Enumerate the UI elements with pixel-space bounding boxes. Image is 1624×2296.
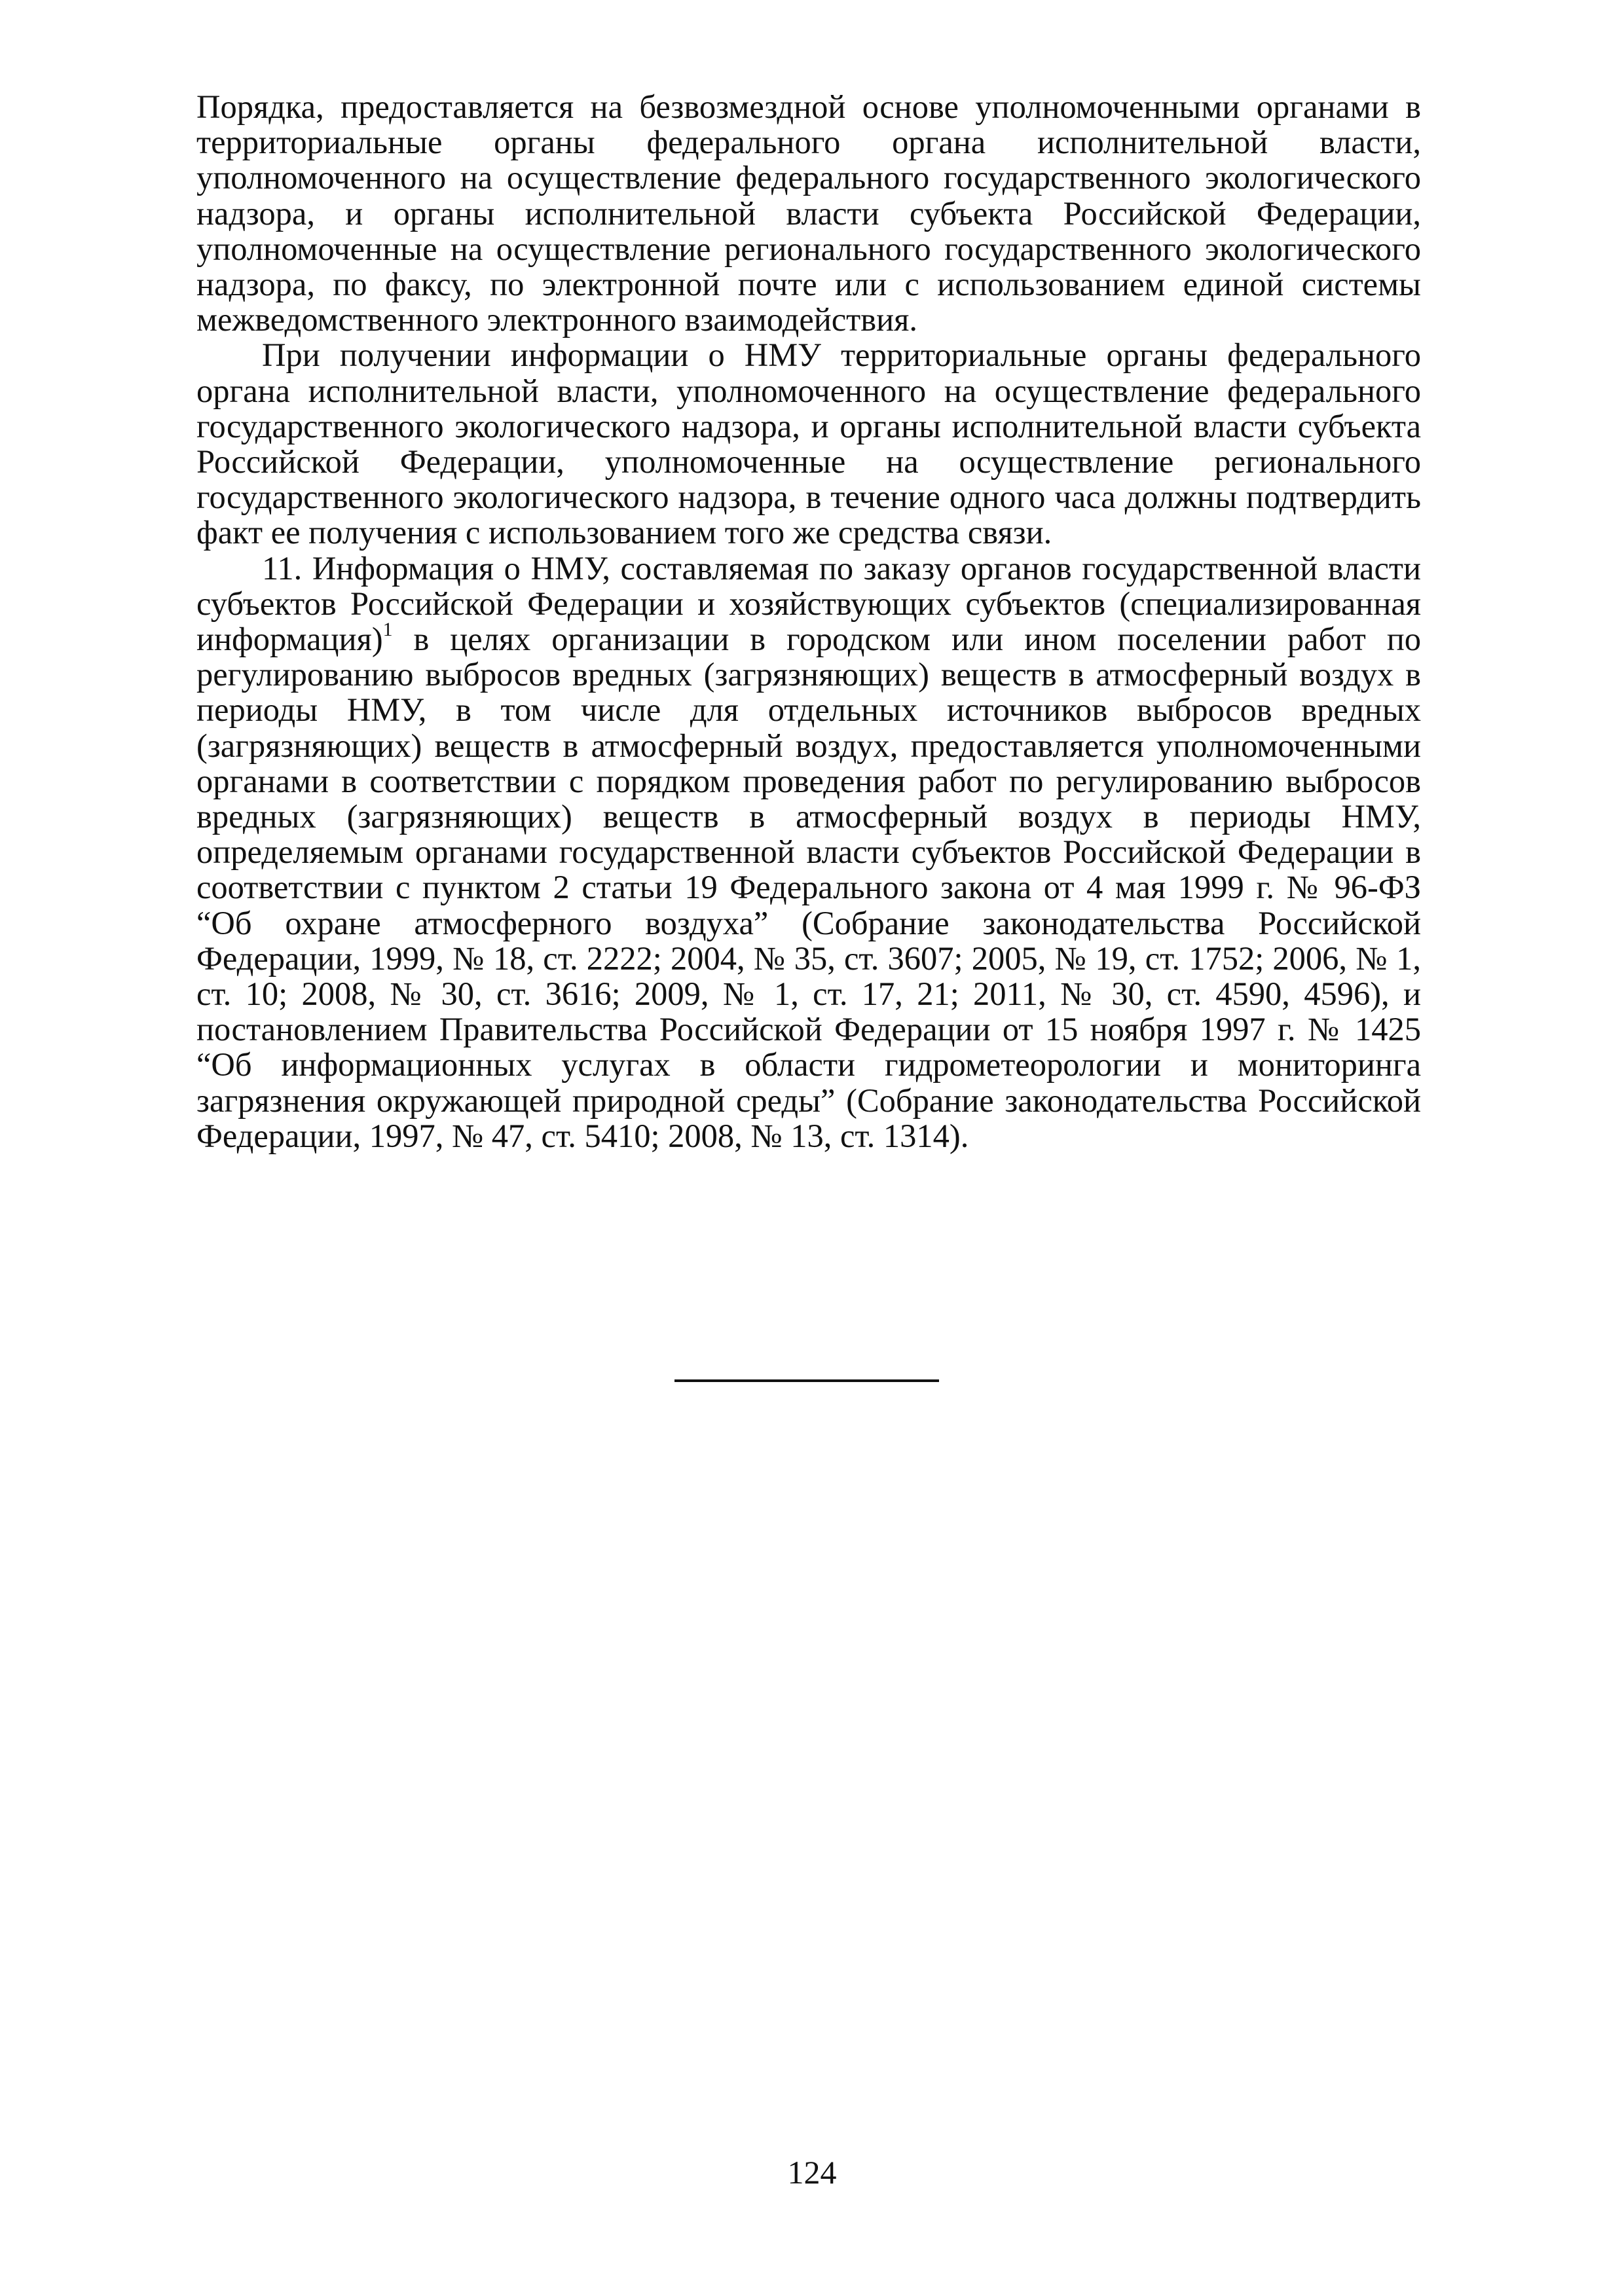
footnote-reference: 1: [382, 619, 393, 641]
paragraph-item-11: [196, 551, 1421, 1154]
footnote-separator-line: [674, 1379, 939, 1382]
paragraph-nmu-receipt: При получении информации о НМУ территориальные органы федерального органа исполнительной власти, уполномоченного на осуществление федерального государственного экологического надзора, и органы исполнительной власти субъекта Российской Федерации, уполномоченные на осуществление регионального государственного экологического надзора, в течение одного часа должны подтвердить факт ее получения с использованием того же средства связи.: [196, 337, 1421, 551]
document-body: [196, 89, 1421, 1154]
paragraph-continuation: Порядка, предоставляется на безвозмездной основе уполномоченными органами в территориальные органы федерального органа исполнительной власти, уполномоченного на осуществление федерального государственного экологического надзора, и органы исполнительной власти субъекта Российской Федерации, уполномоченные на осуществление регионального государственного экологического надзора, по факсу, по электронной почте или с использованием единой системы межведомственного электронного взаимодействия.: [196, 88, 1421, 338]
item-11-text-rest: в целях организации в городском или ином поселении работ по регулированию выбросов вредных (загрязняющих) веществ в атмосферный воздух в периоды НМУ, в том числе для отдельных источников выбросов вредных (загрязняющих) веществ в атмосферный воздух, предоставляется уполномоченными органами в соответствии с порядком проведения работ по регулированию выбросов вредных (загрязняющих) веществ в атмосферный воздух в периоды НМУ, определяемым органами государственной власти субъектов Российской Федерации в соответствии с пунктом 2 статьи 19 Федерального закона от 4 мая 1999 г. № 96-ФЗ “Об охране атмосферного воздуха” (Собрание законодательства Российской Федерации, 1999, № 18, ст. 2222; 2004, № 35, ст. 3607; 2005, № 19, ст. 1752; 2006, № 1, ст. 10; 2008, № 30, ст. 3616; 2009, № 1, ст. 17, 21; 2011, № 30, ст. 4590, 4596), и постановлением Правительства Российской Федерации от 15 ноября 1997 г. № 1425 “Об информационных услугах в области гидрометеорологии и мониторинга загрязнения окружающей природной среды” (Собрание законодательства Российской Федерации, 1997, № 47, ст. 5410; 2008, № 13, ст. 1314).: [196, 621, 1421, 1154]
item-11-text-start: 11. Информация о НМУ, составляемая по заказу органов государственной власти субъектов Российской Федерации и хозяйствующих субъектов (специализированная информация): [196, 549, 1421, 658]
page-number: 124: [787, 2154, 837, 2191]
